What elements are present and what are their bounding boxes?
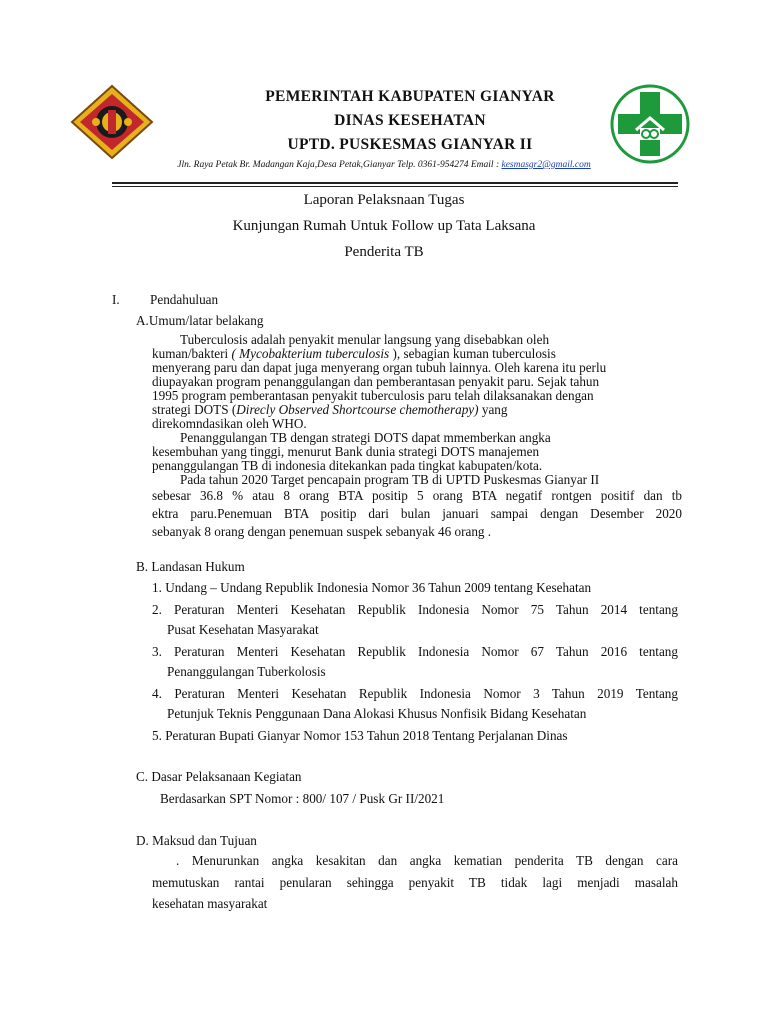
letterhead-department: DINAS KESEHATAN	[334, 112, 486, 129]
legal-basis-item: 1. Undang – Undang Republik Indonesia Nomor 36 Tahun 2009 tentang Kesehatan	[152, 580, 592, 595]
report-subtitle: Kunjungan Rumah Untuk Follow up Tata Laksana	[232, 218, 536, 234]
body-line: direkomndasikan oleh WHO.	[152, 416, 307, 431]
body-line: Pada tahun 2020 Target pencapain program TB di UPTD Puskesmas Gianyar II	[180, 472, 600, 487]
legal-basis-item-cont: Pusat Kesehatan Masyarakat	[167, 622, 319, 637]
body-line: 1995 program pemberantasan penyakit tuberculosis paru telah dilaksanakan dengan	[152, 388, 594, 403]
legal-basis-item: 5. Peraturan Bupati Gianyar Nomor 153 Tahun 2018 Tentang Perjalanan Dinas	[152, 728, 568, 743]
purpose-line: . Menurunkan angka kesakitan dan angka kematian penderita TB dengan cara	[176, 853, 678, 868]
body-line	[152, 403, 682, 417]
letterhead-divider	[112, 182, 678, 184]
latin-name: ( Mycobakterium tuberculosis	[231, 346, 393, 361]
body-line: sebesar 36.8 % atau 8 orang BTA positip 5 orang BTA negatif rontgen positif dan tb	[152, 488, 682, 503]
dots-term: Direcly Observed Shortcourse chemotherapy)	[236, 402, 479, 417]
body-line: Tuberculosis adalah penyakit menular langsung yang disebabkan oleh	[180, 332, 550, 347]
spt-reference: Berdasarkan SPT Nomor : 800/ 107 / Pusk Gr II/2021	[160, 791, 445, 806]
legal-basis-item: 3. Peraturan Menteri Kesehatan Republik Indonesia Nomor 67 Tahun 2016 tentang	[152, 644, 678, 659]
body-text: ), sebagian kuman tuberculosis	[392, 346, 556, 361]
body-line: ektra paru.Penemuan BTA positip dari bulan januari sampai dengan Desember 2020	[152, 506, 682, 521]
letterhead-divider-thin	[112, 186, 678, 187]
body-text: yang	[478, 402, 508, 417]
section-number: I.	[112, 292, 120, 307]
subsection-heading: A.Umum/latar belakang	[136, 313, 264, 328]
body-line	[152, 347, 682, 361]
address-text: Jln. Raya Petak Br. Madangan Kaja,Desa Petak,Gianyar Telp. 0361-954274 Email :	[177, 160, 502, 170]
body-line: kesembuhan yang tinggi, menurut Bank dunia strategi DOTS manajemen	[152, 444, 540, 459]
body-text: kuman/bakteri	[152, 346, 232, 361]
report-title: Laporan Pelaksnaan Tugas	[303, 192, 465, 208]
body-line: penanggulangan TB di indonesia ditekankan pada tingkat kabupaten/kota.	[152, 458, 543, 473]
section-d-heading: D. Maksud dan Tujuan	[136, 833, 257, 848]
background-paragraph	[152, 333, 682, 541]
letterhead-address	[0, 160, 768, 170]
letterhead-government: PEMERINTAH KABUPATEN GIANYAR	[265, 88, 555, 105]
body-line: menyerang paru dan dapat juga menyerang organ tubuh lainnya. Oleh karena itu perlu	[152, 360, 607, 375]
purpose-line: kesehatan masyarakat	[152, 896, 268, 911]
body-line: diupayakan program penanggulangan dan pemberantasan penyakit paru. Sejak tahun	[152, 374, 600, 389]
body-line: Penanggulangan TB dengan strategi DOTS dapat mmemberkan angka	[180, 430, 551, 445]
body-text: strategi DOTS (	[152, 402, 237, 417]
legal-basis-item: 4. Peraturan Menteri Kesehatan Republik Indonesia Nomor 3 Tahun 2019 Tentang	[152, 686, 678, 701]
report-subtitle-2: Penderita TB	[344, 244, 424, 260]
legal-basis-item-cont: Penanggulangan Tuberkolosis	[167, 664, 326, 679]
gianyar-emblem-logo	[70, 84, 154, 160]
legal-basis-item: 2. Peraturan Menteri Kesehatan Republik Indonesia Nomor 75 Tahun 2014 tentang	[152, 602, 678, 617]
legal-basis-item-cont: Petunjuk Teknis Penggunaan Dana Alokasi Khusus Nonfisik Bidang Kesehatan	[167, 706, 587, 721]
section-heading: Pendahuluan	[150, 292, 219, 307]
purpose-line: memutuskan rantai penularan sehingga penyakit TB tidak lagi menjadi masalah	[152, 875, 678, 890]
section-c-heading: C. Dasar Pelaksanaan Kegiatan	[136, 769, 302, 784]
section-b-heading: B. Landasan Hukum	[136, 559, 245, 574]
email-link[interactable]: kesmasgr2@gmail.com	[501, 160, 591, 170]
letterhead-institution: UPTD. PUSKESMAS GIANYAR II	[287, 136, 533, 153]
body-line: sebanyak 8 orang dengan penemuan suspek sebanyak 46 orang .	[152, 524, 492, 539]
